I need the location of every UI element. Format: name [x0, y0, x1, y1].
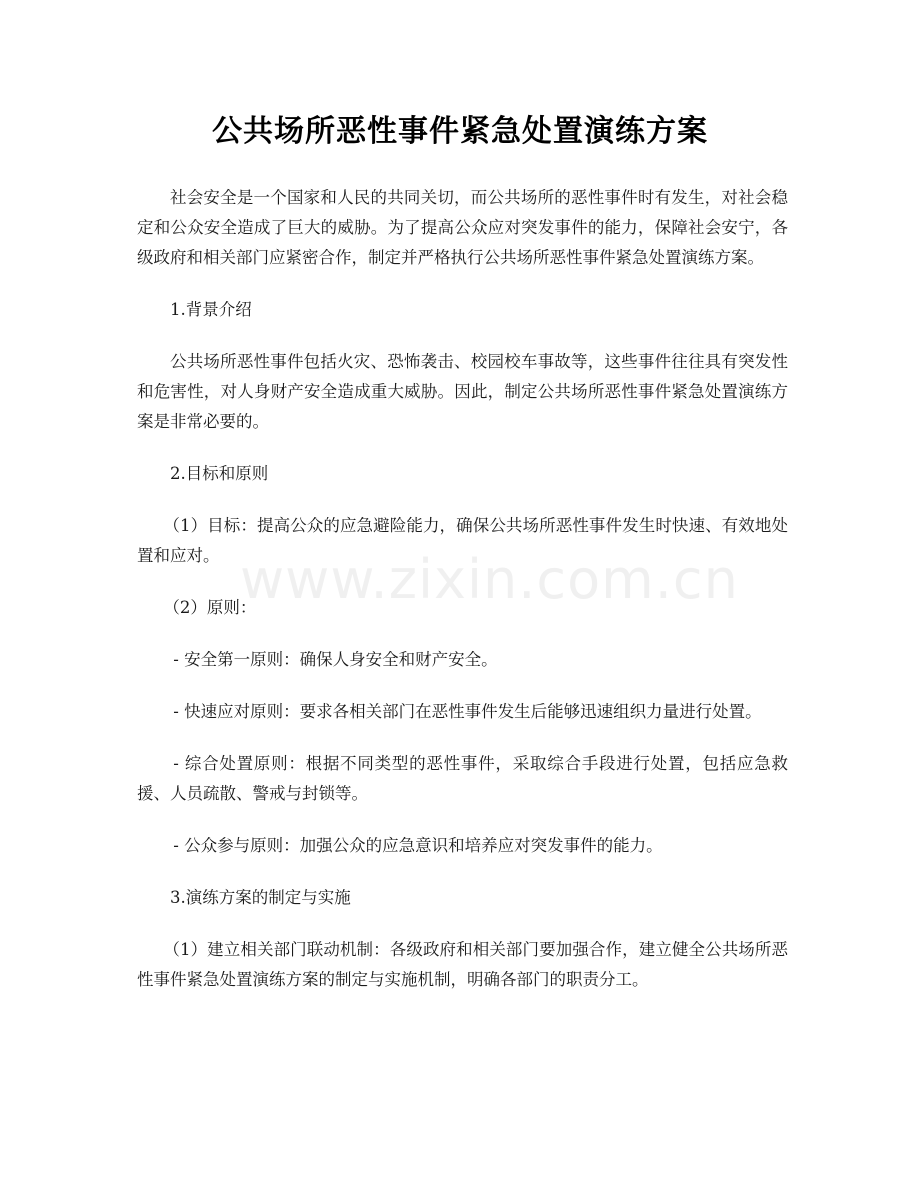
principle-public-participation: - 公众参与原则：加强公众的应急意识和培养应对突发事件的能力。 — [173, 836, 663, 855]
principle-rapid-response: - 快速应对原则：要求各相关部门在恶性事件发生后能够迅速组织力量进行处置。 — [173, 702, 762, 721]
goal-paragraph: （1）目标：提高公众的应急避险能力，确保公共场所恶性事件发生时快速、有效地处置和应对。 — [137, 516, 788, 565]
principles-heading: （2）原则： — [163, 598, 257, 617]
document-title: 公共场所恶性事件紧急处置演练方案 — [212, 114, 708, 149]
background-paragraph: 公共场所恶性事件包括火灾、恐怖袭击、校园校车事故等，这些事件往往具有突发性和危害性，对人身财产安全造成重大威胁。因此，制定公共场所恶性事件紧急处置演练方案是非常必要的。 — [137, 352, 788, 431]
section-heading-goals: 2.目标和原则 — [170, 464, 269, 483]
principle-safety: - 安全第一原则：确保人身安全和财产安全。 — [173, 650, 498, 669]
intro-paragraph: 社会安全是一个国家和人民的共同关切，而公共场所的恶性事件时有发生，对社会稳定和公众安全造成了巨大的威胁。为了提高公众应对突发事件的能力，保障社会安宁，各级政府和相关部门应紧密合作，制定并严格执行公共场所恶性事件紧急处置演练方案。 — [137, 188, 788, 267]
section-heading-background: 1.背景介绍 — [170, 300, 252, 319]
document-body — [137, 183, 788, 1017]
drill-plan-paragraph: （1）建立相关部门联动机制：各级政府和相关部门要加强合作，建立健全公共场所恶性事件紧急处置演练方案的制定与实施机制，明确各部门的职责分工。 — [137, 940, 788, 989]
section-heading-drill-plan: 3.演练方案的制定与实施 — [170, 888, 351, 907]
principle-comprehensive: - 综合处置原则：根据不同类型的恶性事件，采取综合手段进行处置，包括应急救援、人员疏散、警戒与封锁等。 — [137, 754, 788, 803]
watermark: www.zixin.com.cn — [240, 548, 739, 611]
